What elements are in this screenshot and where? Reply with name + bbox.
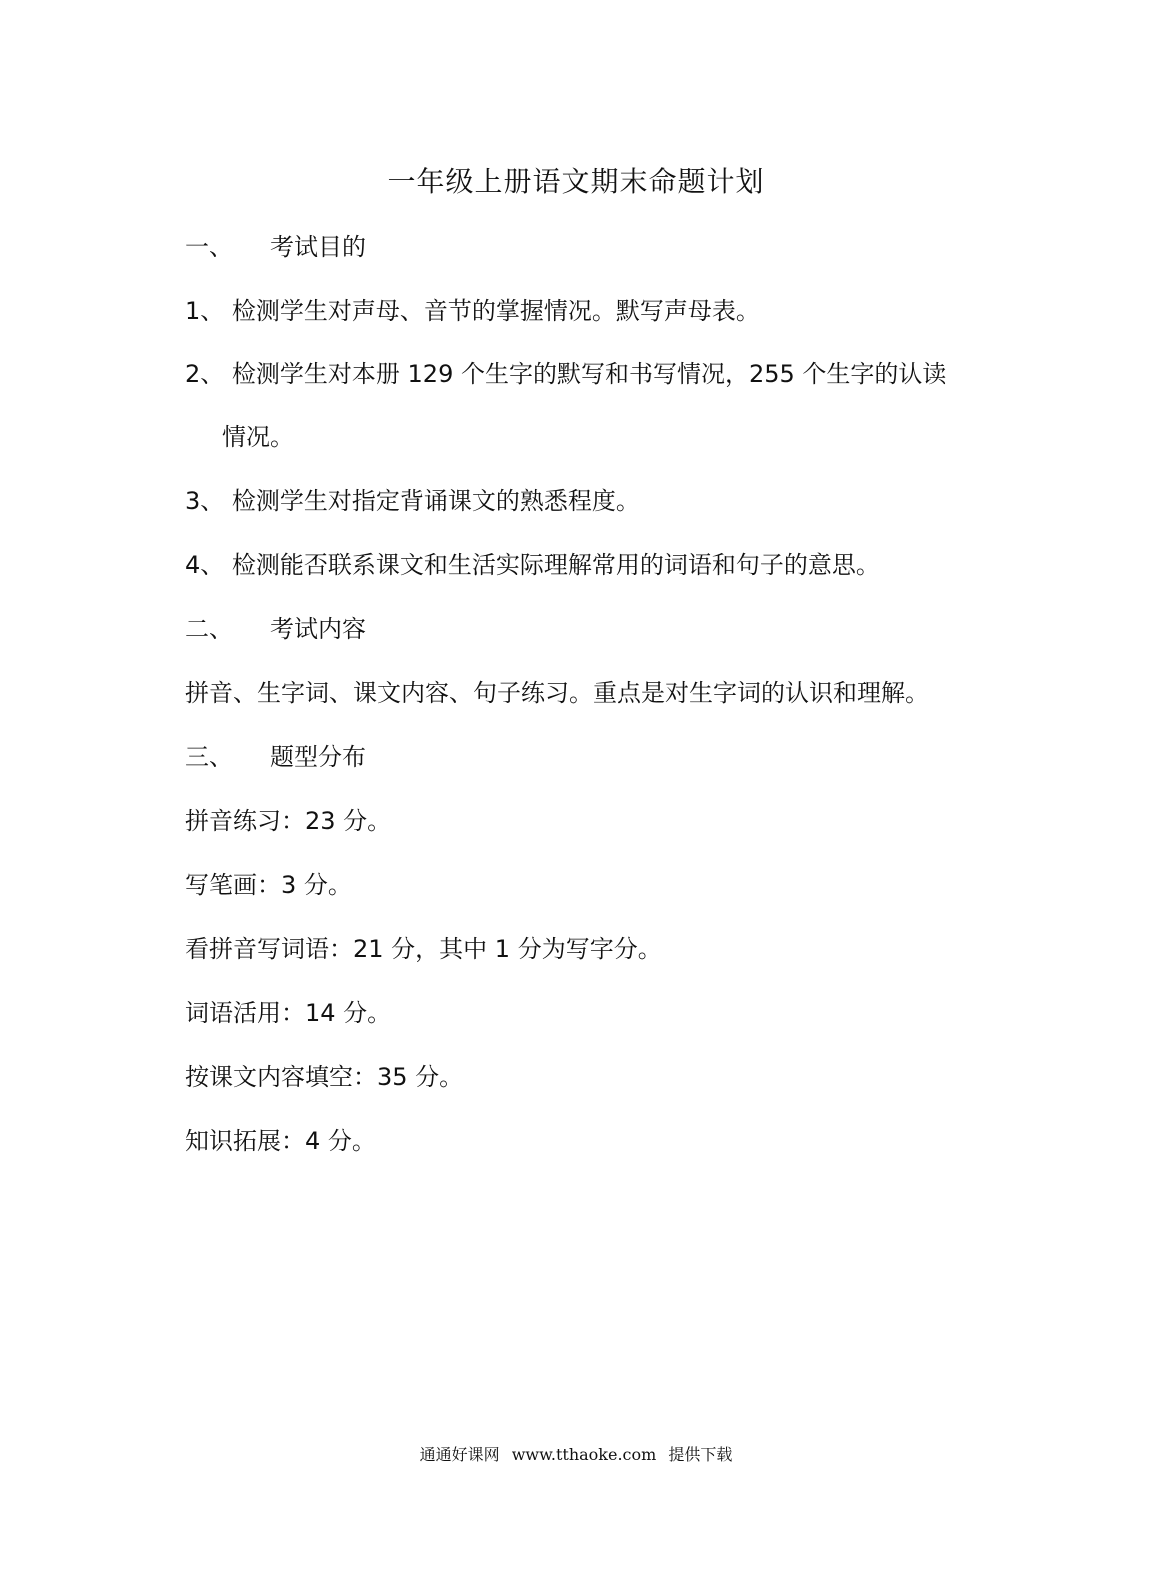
- list-item: 知识拓展：4 分。: [185, 1127, 376, 1155]
- paragraph: 拼音、生字词、课文内容、句子练习。重点是对生字词的认识和理解。: [185, 679, 929, 707]
- section-heading-content: [185, 614, 366, 644]
- footer-note: 提供下载: [668, 1445, 733, 1464]
- page-footer: [0, 1442, 1152, 1465]
- section-number: 三、: [185, 743, 233, 771]
- section-heading-text: 考试内容: [270, 615, 366, 643]
- list-item: 4、 检测能否联系课文和生活实际理解常用的词语和句子的意思。: [185, 551, 880, 579]
- footer-site-name: 通通好课网: [419, 1445, 500, 1464]
- section-heading-text: 考试目的: [270, 233, 366, 261]
- section-heading-text: 题型分布: [270, 743, 366, 771]
- list-item: 看拼音写词语：21 分，其中 1 分为写字分。: [185, 935, 662, 963]
- list-item: 拼音练习：23 分。: [185, 807, 392, 835]
- list-item-continuation: 情况。: [222, 423, 294, 451]
- list-item: 按课文内容填空：35 分。: [185, 1063, 464, 1091]
- page-title: 一年级上册语文期末命题计划: [387, 165, 765, 198]
- list-item: 1、 检测学生对声母、音节的掌握情况。默写声母表。: [185, 297, 760, 325]
- section-heading-question-types: [185, 742, 366, 772]
- footer-url[interactable]: www.tthaoke.com: [511, 1445, 657, 1464]
- list-item: 3、 检测学生对指定背诵课文的熟悉程度。: [185, 487, 640, 515]
- section-heading-purpose: [185, 232, 366, 262]
- list-item: 写笔画：3 分。: [185, 871, 352, 899]
- list-item: 2、 检测学生对本册 129 个生字的默写和书写情况，255 个生字的认读: [185, 360, 947, 388]
- section-number: 一、: [185, 233, 233, 261]
- section-number: 二、: [185, 615, 233, 643]
- list-item: 词语活用：14 分。: [185, 999, 392, 1027]
